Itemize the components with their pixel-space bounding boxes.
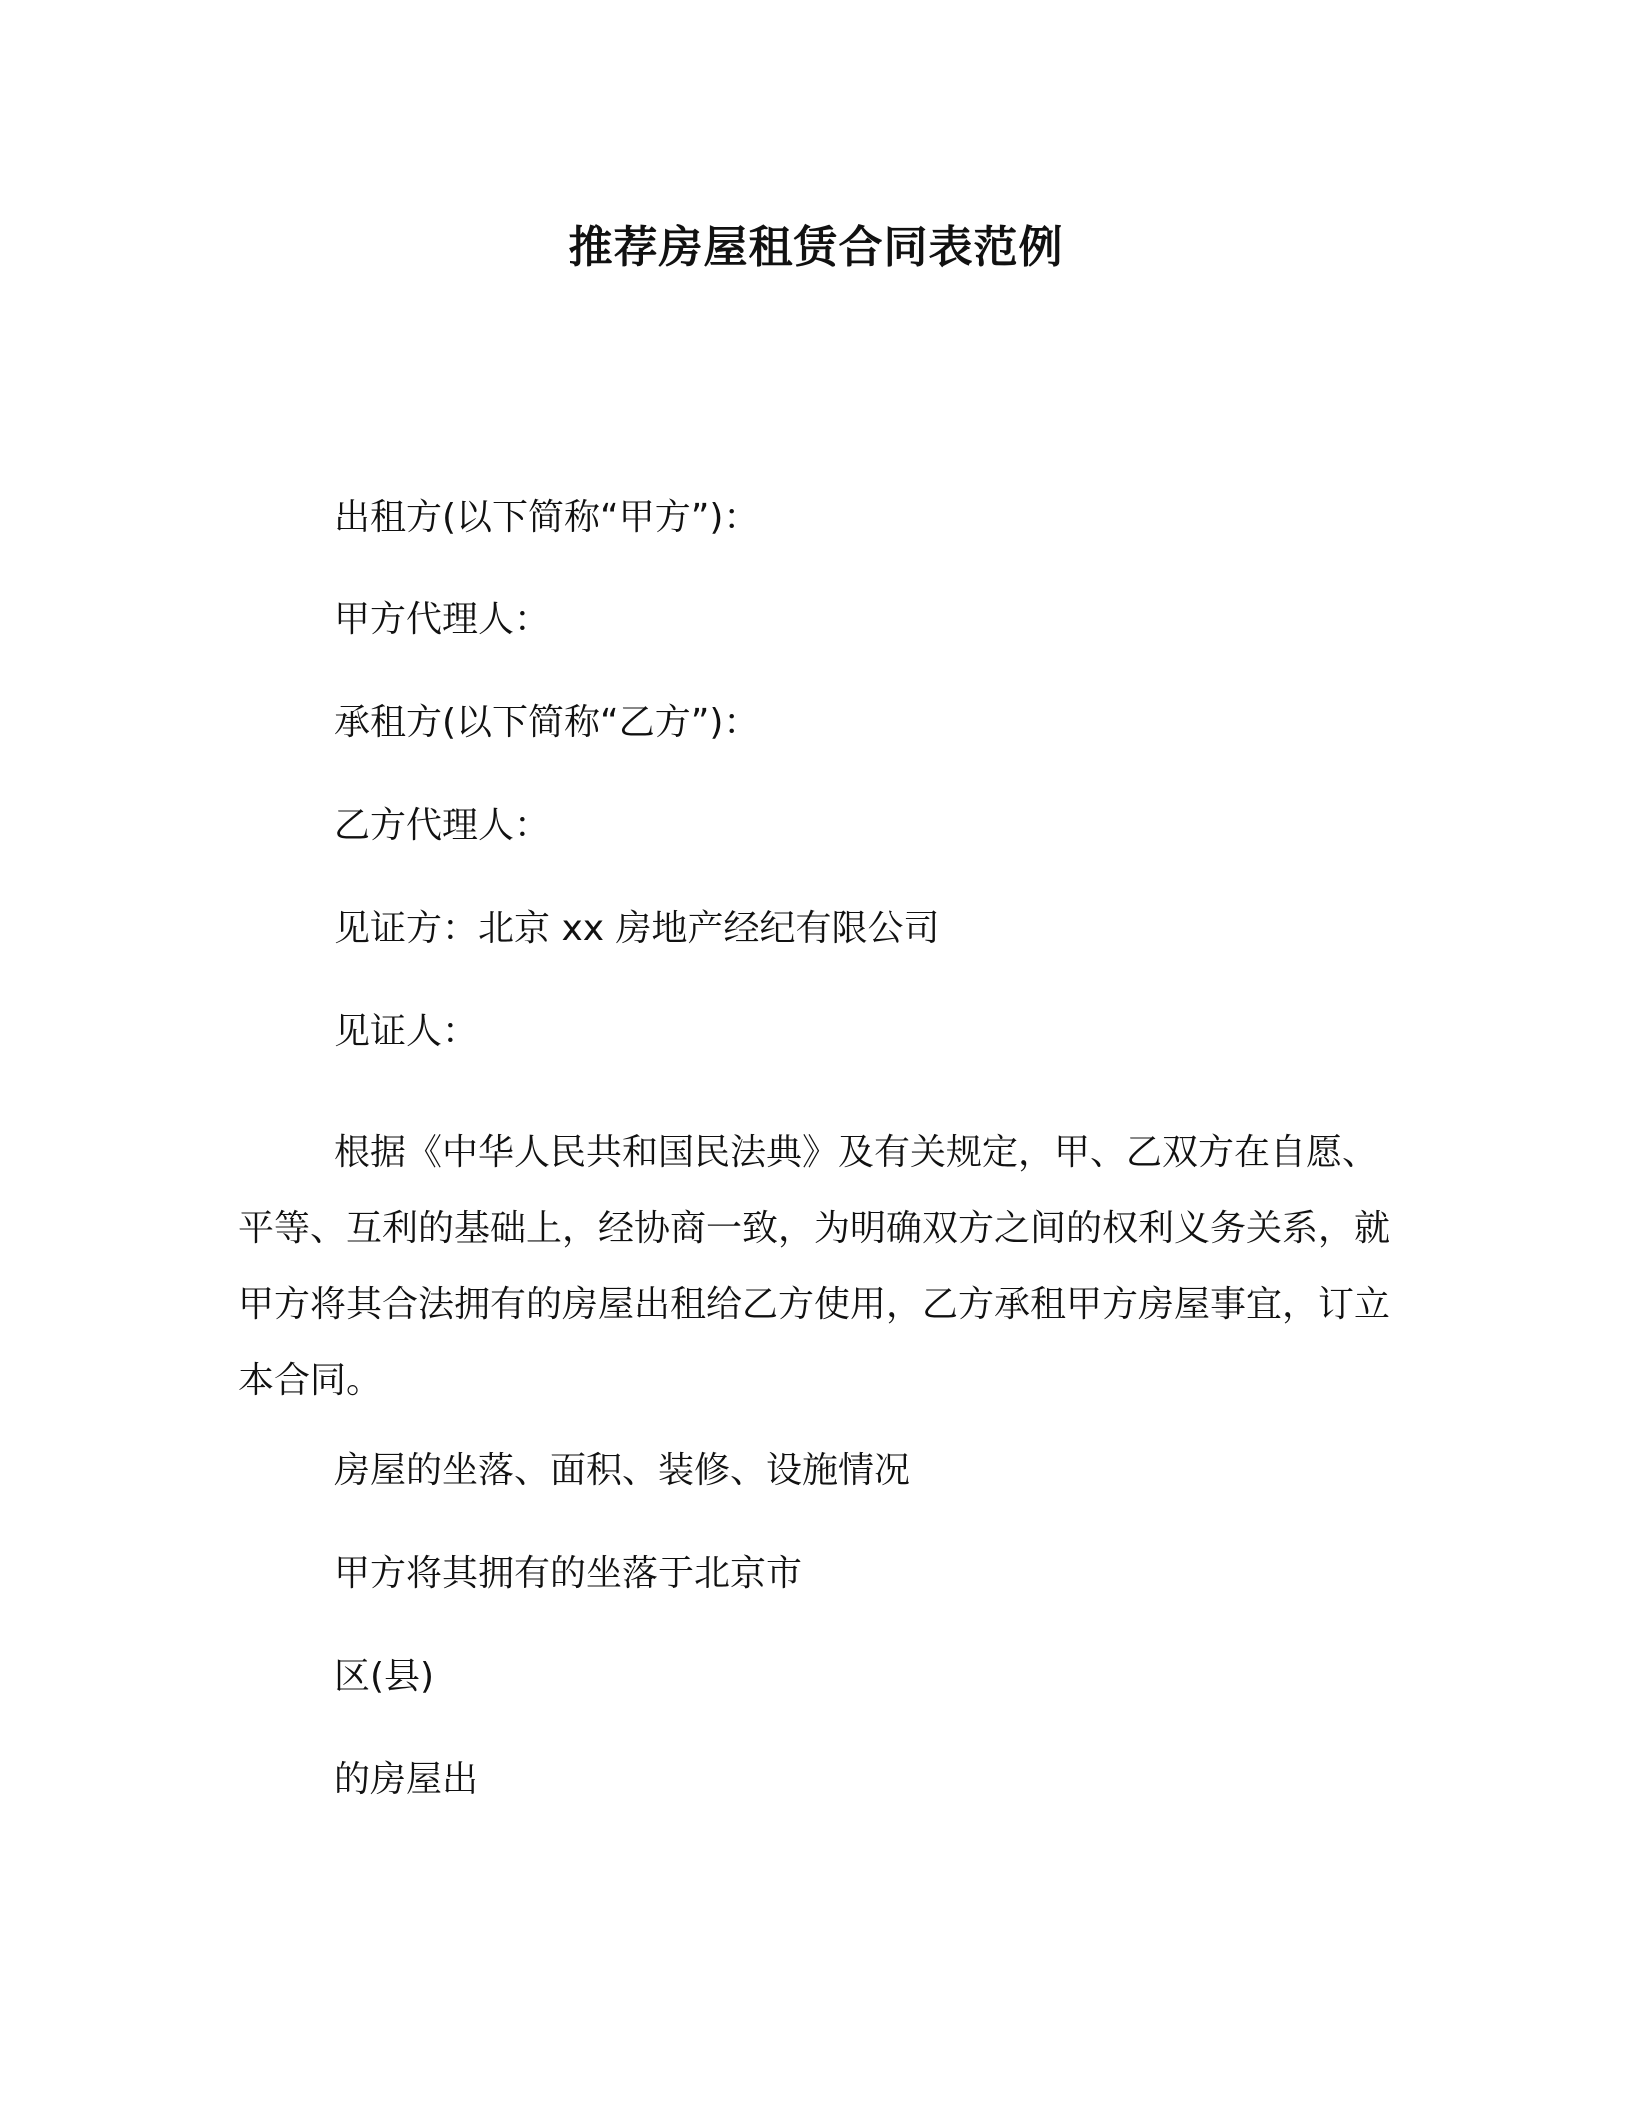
preamble-paragraph: 根据《中华人民共和国民法典》及有关规定，甲、乙双方在自愿、平等、互利的基础上，经协商一致，为明确双方之间的权利义务关系，就甲方将其合法拥有的房屋出租给乙方使用，乙方承租甲方房屋事宜，订立本合同。 — [238, 1132, 1391, 1401]
section-heading: 房屋的坐落、面积、装修、设施情况 — [334, 1450, 911, 1491]
party-lessee: 承租方(以下简称“乙方”)： — [334, 702, 760, 743]
party-witness: 见证方：北京 xx 房地产经纪有限公司 — [334, 908, 940, 949]
body-line-property: 的房屋出 — [334, 1759, 479, 1800]
party-lessor-agent: 甲方代理人： — [334, 599, 551, 640]
party-witness-person: 见证人： — [334, 1011, 479, 1052]
body-line-location: 甲方将其拥有的坐落于北京市 — [334, 1553, 803, 1594]
party-lessee-agent: 乙方代理人： — [334, 805, 551, 846]
document-title: 推荐房屋租赁合同表范例 — [568, 222, 1064, 273]
party-lessor: 出租方(以下简称“甲方”)： — [334, 497, 760, 538]
body-line-district: 区(县) — [334, 1656, 435, 1697]
